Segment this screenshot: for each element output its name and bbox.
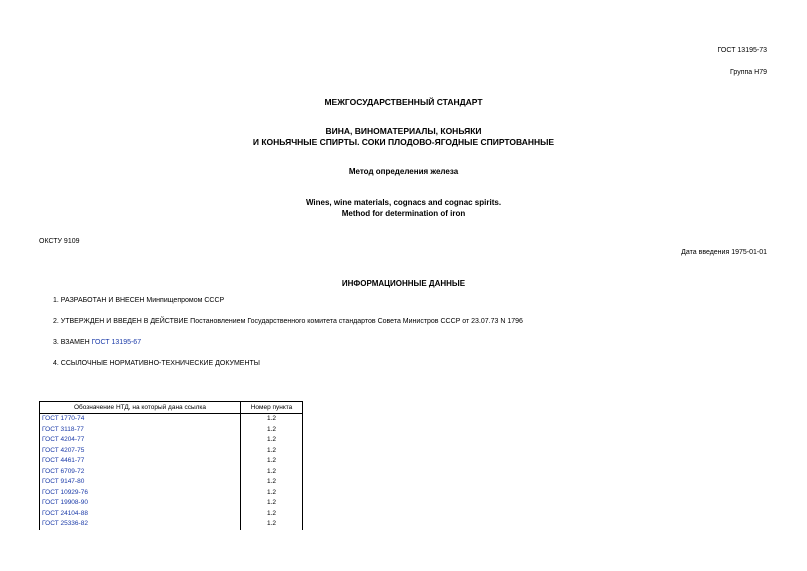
info-item-2: 2. УТВЕРЖДЕН И ВВЕДЕН В ДЕЙСТВИЕ Постановлением Государственного комитета стандартов Совета Министров СССР от 23.07.73 N 1796 <box>53 318 523 325</box>
info-item-3 <box>53 339 141 346</box>
gost-link[interactable]: ГОСТ 3118-77 <box>42 425 84 433</box>
gost-link[interactable]: ГОСТ 4204-77 <box>42 436 85 444</box>
table-row <box>40 488 303 499</box>
clause-number: 1.2 <box>241 446 303 457</box>
clause-number: 1.2 <box>241 456 303 467</box>
info-item-3-prefix: 3. ВЗАМЕН <box>53 339 92 346</box>
clause-number: 1.2 <box>241 488 303 499</box>
table-header-row <box>40 402 303 414</box>
clause-number: 1.2 <box>241 498 303 509</box>
table-row <box>40 456 303 467</box>
gost-link[interactable]: ГОСТ 24104-88 <box>42 509 88 517</box>
table-row <box>40 435 303 446</box>
table-row <box>40 425 303 436</box>
reference-table <box>39 401 303 530</box>
table-row <box>40 519 303 530</box>
gost-link[interactable]: ГОСТ 6709-72 <box>42 467 85 475</box>
gost-link[interactable]: ГОСТ 25336-82 <box>42 520 88 528</box>
clause-number: 1.2 <box>241 425 303 436</box>
gost-link[interactable]: ГОСТ 10929-76 <box>42 488 88 496</box>
standard-type: МЕЖГОСУДАРСТВЕННЫЙ СТАНДАРТ <box>324 97 483 107</box>
title-line-2: И КОНЬЯЧНЫЕ СПИРТЫ. СОКИ ПЛОДОВО-ЯГОДНЫЕ СПИРТОВАННЫЕ <box>252 137 555 147</box>
info-item-4: 4. ССЫЛОЧНЫЕ НОРМАТИВНО-ТЕХНИЧЕСКИЕ ДОКУМЕНТЫ <box>53 360 260 367</box>
table-row <box>40 509 303 520</box>
header-document: Обозначение НТД, на который дана ссылка <box>40 402 241 414</box>
header-clause: Номер пункта <box>241 402 303 414</box>
gost-link[interactable]: ГОСТ 9147-80 <box>42 478 85 486</box>
table-row <box>40 498 303 509</box>
oksti-code: ОКСТУ 9109 <box>39 238 80 245</box>
english-title-1: Wines, wine materials, cognacs and cognac spirits. <box>305 198 502 207</box>
gost-link[interactable]: ГОСТ 4207-75 <box>42 446 85 454</box>
gost-number: ГОСТ 13195-73 <box>717 47 767 54</box>
table-row <box>40 477 303 488</box>
clause-number: 1.2 <box>241 509 303 520</box>
method-title: Метод определения железа <box>348 167 459 176</box>
table-row <box>40 446 303 457</box>
table-row <box>40 467 303 478</box>
clause-number: 1.2 <box>241 435 303 446</box>
info-heading: ИНФОРМАЦИОННЫЕ ДАННЫЕ <box>341 279 466 288</box>
info-item-1: 1. РАЗРАБОТАН И ВНЕСЕН Минпищепромом СССР <box>53 297 225 304</box>
clause-number: 1.2 <box>241 519 303 530</box>
clause-number: 1.2 <box>241 467 303 478</box>
date-introduction: Дата введения 1975-01-01 <box>681 249 767 256</box>
gost-link[interactable]: ГОСТ 4461-77 <box>42 457 85 465</box>
group-code: Группа Н79 <box>730 69 767 76</box>
gost-link[interactable]: ГОСТ 19908-90 <box>42 499 88 507</box>
replaced-gost-link[interactable]: ГОСТ 13195-67 <box>91 339 142 346</box>
clause-number: 1.2 <box>241 414 303 425</box>
table-row <box>40 414 303 425</box>
english-title-2: Method for determination of iron <box>341 209 466 218</box>
title-line-1: ВИНА, ВИНОМАТЕРИАЛЫ, КОНЬЯКИ <box>325 126 482 136</box>
clause-number: 1.2 <box>241 477 303 488</box>
gost-link[interactable]: ГОСТ 1770-74 <box>42 415 85 423</box>
